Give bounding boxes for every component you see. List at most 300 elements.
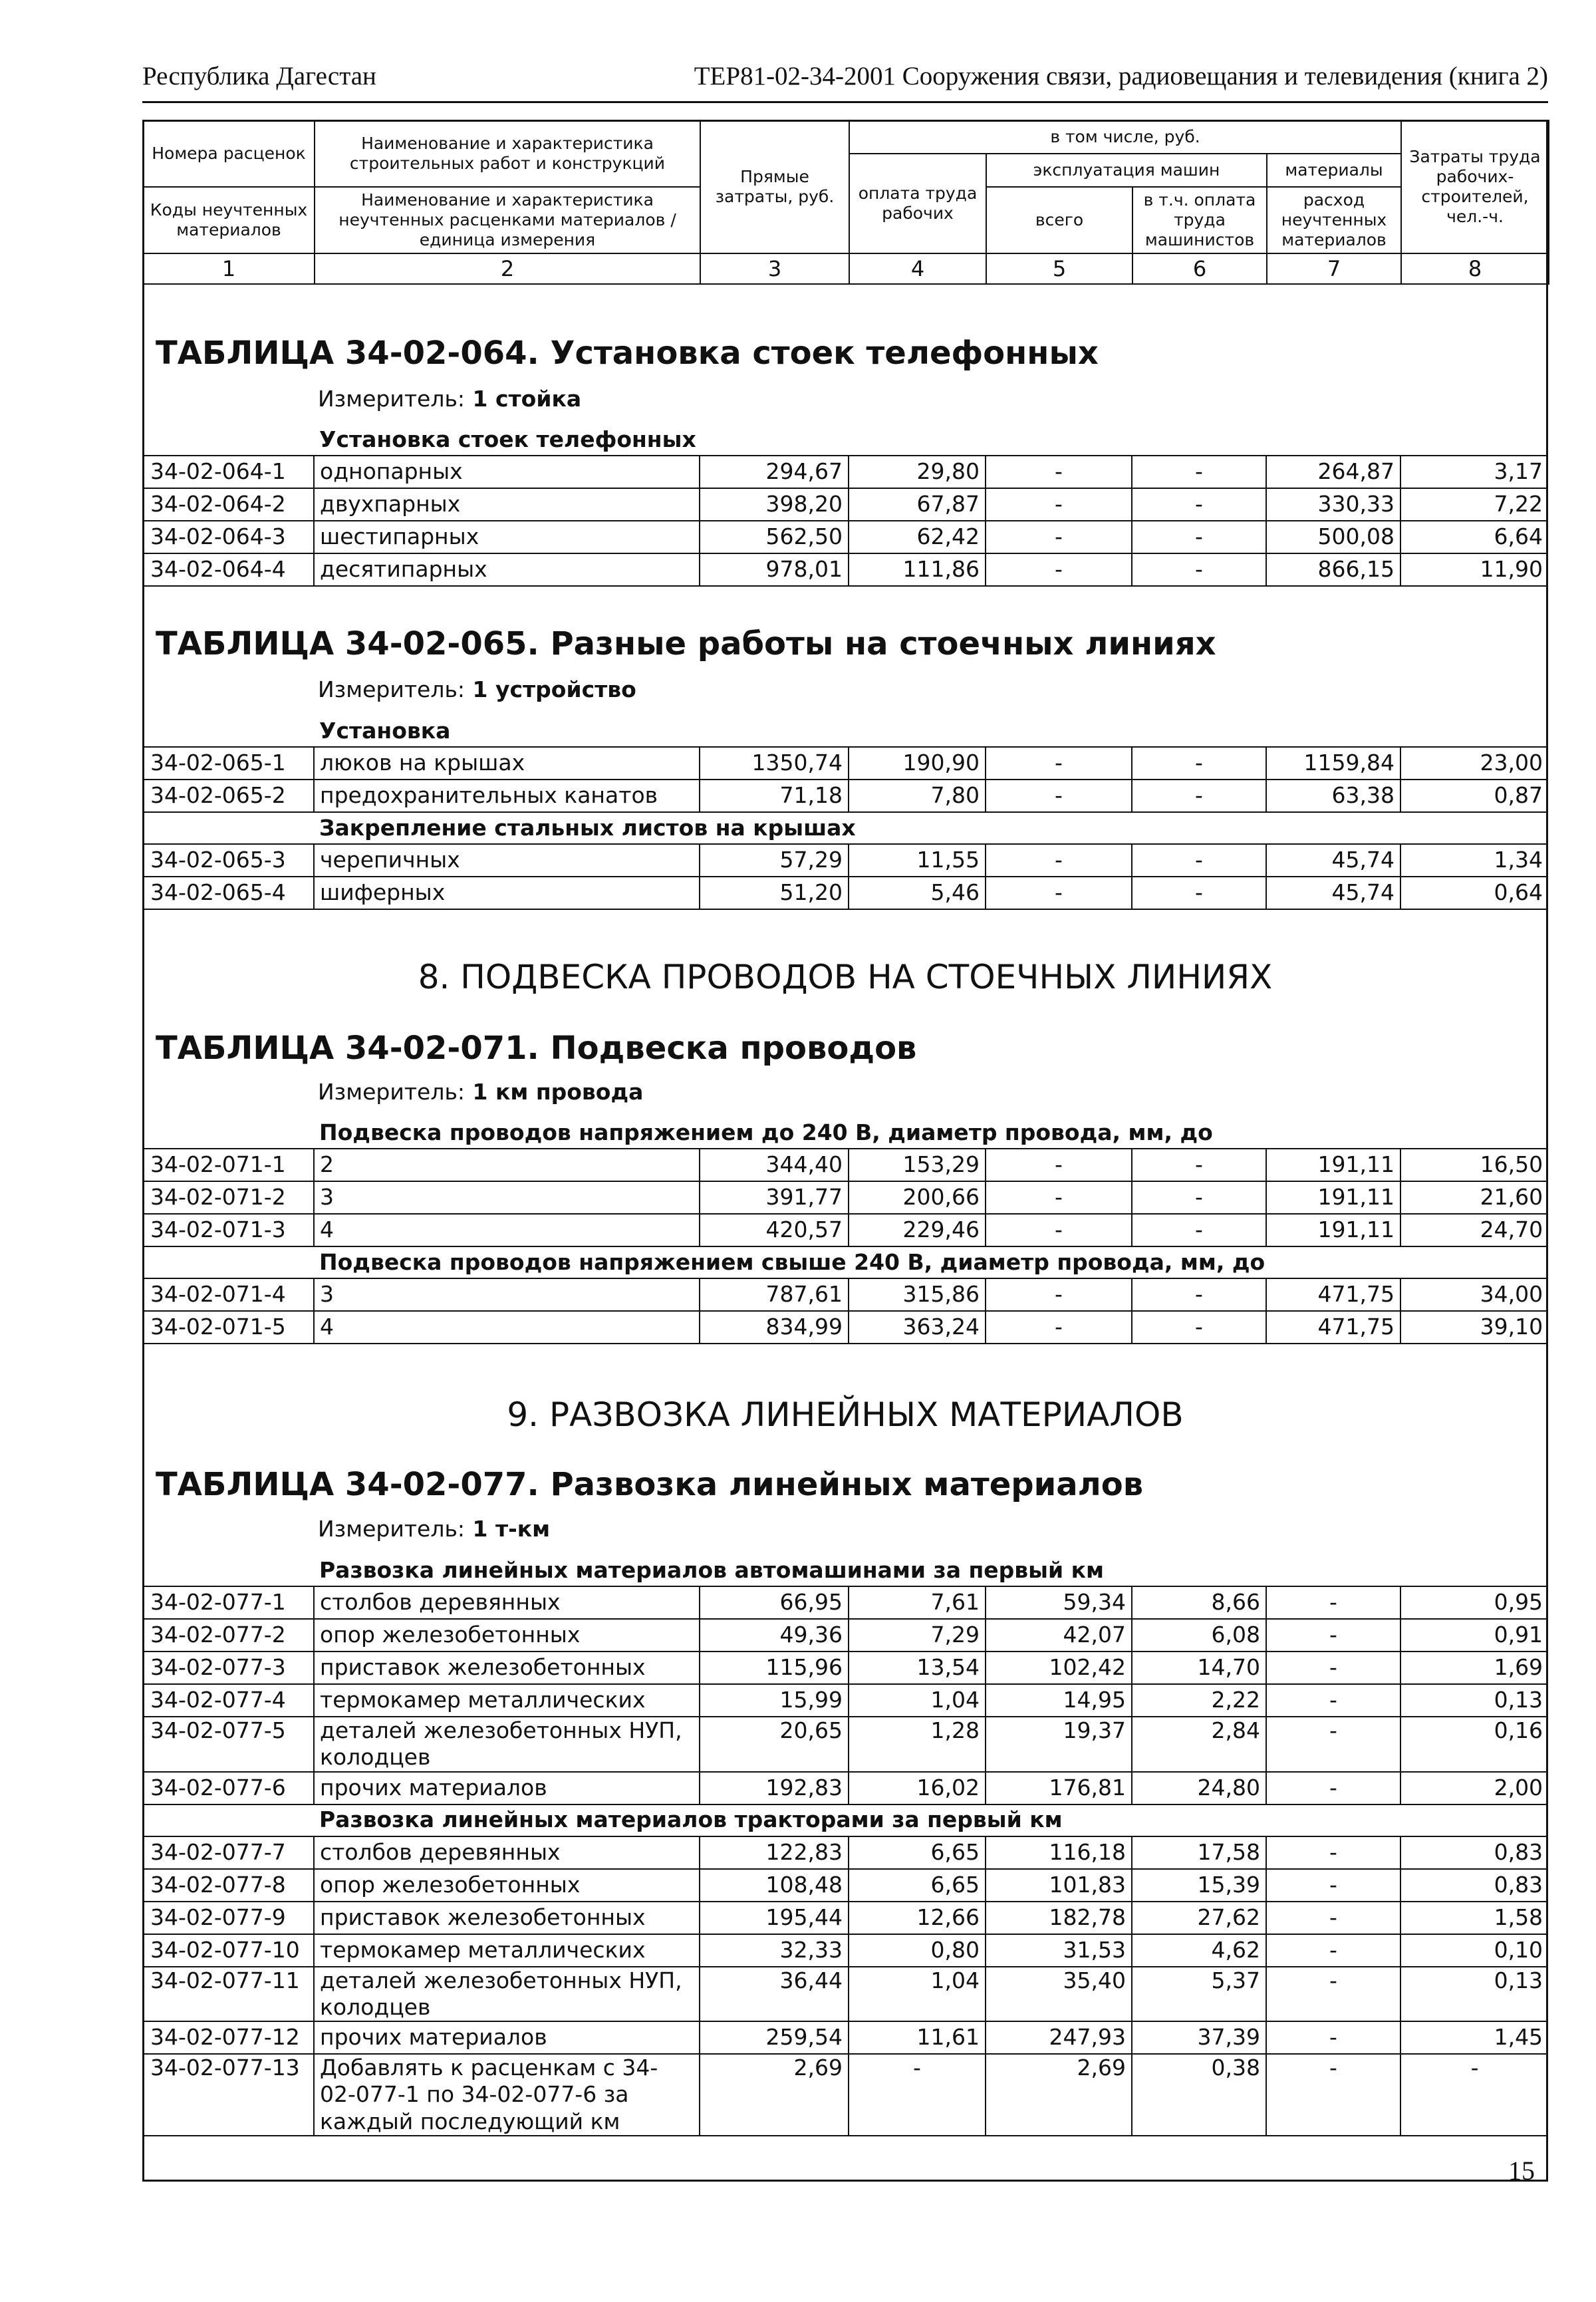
rates-table [142,716,1548,910]
table-measure [318,1079,643,1105]
wages-cell: 13,54 [849,1652,986,1684]
material-consumption-cell: 471,75 [1266,1278,1400,1311]
direct-costs-cell: 49,36 [700,1619,849,1652]
work-name-cell: Добавлять к расценкам с 34-02-077-1 по 34-02-077-6 за каждый последующий км [314,2054,700,2136]
operator-wages-cell: - [1132,747,1266,780]
operator-wages-cell: - [1132,1181,1266,1214]
labor-cost-cell: 6,64 [1400,521,1548,553]
table-row [142,2054,1548,2136]
table-row [142,1869,1548,1902]
wages-cell: 229,46 [849,1214,986,1246]
direct-costs-cell: 57,29 [700,844,849,877]
wages-cell: 62,42 [849,521,986,553]
rate-code-cell: 34-02-077-1 [142,1586,314,1619]
wages-cell: 6,65 [849,1869,986,1902]
rate-code-cell: 34-02-077-4 [142,1684,314,1717]
header-region: Республика Дагестан [142,62,376,90]
direct-costs-cell: 115,96 [700,1652,849,1684]
col-header-materials: материалы [1267,154,1401,187]
wages-cell: 190,90 [849,747,986,780]
running-header [142,61,1548,103]
machines-total-cell: - [986,488,1132,521]
labor-cost-cell: 1,58 [1400,1902,1548,1934]
col-number: 6 [1132,253,1267,284]
material-consumption-cell: - [1266,1586,1400,1619]
subsection-heading: Развозка линейных материалов автомашинами за первый км [319,1556,1104,1583]
work-name-cell: 4 [314,1311,700,1344]
table-row [142,1311,1548,1344]
table-row [142,1836,1548,1869]
material-consumption-cell: - [1266,1836,1400,1869]
operator-wages-cell: 37,39 [1132,2021,1266,2054]
material-consumption-cell: 45,74 [1266,877,1400,909]
wages-cell: 11,61 [849,2021,986,2054]
col-header-including: в том числе, руб. [849,120,1401,154]
col-number: 1 [143,253,315,284]
machines-total-cell: 247,93 [986,2021,1132,2054]
operator-wages-cell: 27,62 [1132,1902,1266,1934]
material-consumption-cell: - [1266,1772,1400,1804]
machines-total-cell: - [986,844,1132,877]
table-row [142,1902,1548,1934]
machines-total-cell: - [986,1311,1132,1344]
col-header-operator-wages: в т.ч. оплата труда машинистов [1132,187,1267,253]
labor-cost-cell: 0,10 [1400,1934,1548,1967]
wages-cell: 16,02 [849,1772,986,1804]
table-row [142,1684,1548,1717]
machines-total-cell: - [986,877,1132,909]
direct-costs-cell: 834,99 [700,1311,849,1344]
section-heading: 8. ПОДВЕСКА ПРОВОДОВ НА СТОЕЧНЫХ ЛИНИЯХ [418,958,1273,996]
rate-code-cell: 34-02-077-3 [142,1652,314,1684]
table-row [142,877,1548,909]
operator-wages-cell: - [1132,553,1266,586]
rate-code-cell: 34-02-071-4 [142,1278,314,1311]
table-title: ТАБЛИЦА 34-02-071. Подвеска проводов [156,1030,917,1067]
labor-cost-cell: 11,90 [1400,553,1548,586]
operator-wages-cell: 5,37 [1132,1967,1266,2022]
rates-table [142,424,1548,587]
direct-costs-cell: 398,20 [700,488,849,521]
operator-wages-cell: 2,22 [1132,1684,1266,1717]
labor-cost-cell: 1,69 [1400,1652,1548,1684]
rate-code-cell: 34-02-077-12 [142,2021,314,2054]
machines-total-cell: 182,78 [986,1902,1132,1934]
direct-costs-cell: 2,69 [700,2054,849,2136]
direct-costs-cell: 32,33 [700,1934,849,1967]
labor-cost-cell: 2,00 [1400,1772,1548,1804]
material-consumption-cell: 330,33 [1266,488,1400,521]
labor-cost-cell: 34,00 [1400,1278,1548,1311]
operator-wages-cell: - [1132,488,1266,521]
material-consumption-cell: - [1266,1902,1400,1934]
direct-costs-cell: 391,77 [700,1181,849,1214]
rate-code-cell: 34-02-071-3 [142,1214,314,1246]
col-number: 2 [315,253,700,284]
operator-wages-cell: - [1132,1149,1266,1181]
table-row [142,521,1548,553]
machines-total-cell: 176,81 [986,1772,1132,1804]
subsection-spacer [142,424,314,456]
operator-wages-cell: - [1132,844,1266,877]
rate-code-cell: 34-02-065-1 [142,747,314,780]
direct-costs-cell: 787,61 [700,1278,849,1311]
material-consumption-cell: 45,74 [1266,844,1400,877]
direct-costs-cell: 20,65 [700,1717,849,1772]
work-name-cell: 2 [314,1149,700,1181]
work-name-cell: столбов деревянных [314,1586,700,1619]
operator-wages-cell: - [1132,1278,1266,1311]
table-row [142,844,1548,877]
wages-cell: 1,04 [849,1684,986,1717]
table-row [142,1181,1548,1214]
machines-total-cell: 14,95 [986,1684,1132,1717]
material-consumption-cell: 191,11 [1266,1214,1400,1246]
rates-table [142,1117,1548,1344]
subsection-spacer [142,1246,314,1278]
labor-cost-cell: 0,87 [1400,780,1548,812]
direct-costs-cell: 344,40 [700,1149,849,1181]
machines-total-cell: - [986,553,1132,586]
subsection-spacer [142,1804,314,1836]
wages-cell: 7,61 [849,1586,986,1619]
material-consumption-cell: - [1266,1717,1400,1772]
operator-wages-cell: 15,39 [1132,1869,1266,1902]
rate-code-cell: 34-02-077-7 [142,1836,314,1869]
table-title: ТАБЛИЦА 34-02-064. Установка стоек телефонных [156,335,1099,372]
material-consumption-cell: - [1266,1934,1400,1967]
rate-code-cell: 34-02-064-4 [142,553,314,586]
material-consumption-cell: 471,75 [1266,1311,1400,1344]
material-consumption-cell: 191,11 [1266,1181,1400,1214]
work-name-cell: термокамер металлических [314,1934,700,1967]
labor-cost-cell: 16,50 [1400,1149,1548,1181]
work-name-cell: опор железобетонных [314,1869,700,1902]
table-row [142,747,1548,780]
measure-label: Измеритель: [318,1079,466,1105]
table-title: ТАБЛИЦА 34-02-065. Разные работы на стоечных линиях [156,625,1216,662]
material-consumption-cell: - [1266,2054,1400,2136]
work-name-cell: деталей железобетонных НУП, колодцев [314,1967,700,2022]
col-number: 4 [849,253,986,284]
subsection-spacer [142,716,314,747]
direct-costs-cell: 122,83 [700,1836,849,1869]
direct-costs-cell: 420,57 [700,1214,849,1246]
table-title: ТАБЛИЦА 34-02-077. Развозка линейных материалов [156,1466,1144,1503]
material-consumption-cell: - [1266,1967,1400,2022]
work-name-cell: шестипарных [314,521,700,553]
wages-cell: 1,28 [849,1717,986,1772]
wages-cell: 7,80 [849,780,986,812]
work-name-cell: десятипарных [314,553,700,586]
wages-cell: 67,87 [849,488,986,521]
machines-total-cell: - [986,1278,1132,1311]
direct-costs-cell: 195,44 [700,1902,849,1934]
labor-cost-cell: 1,34 [1400,844,1548,877]
subsection-spacer [142,812,314,844]
rate-code-cell: 34-02-071-1 [142,1149,314,1181]
machines-total-cell: 19,37 [986,1717,1132,1772]
subsection-heading: Подвеска проводов напряжением до 240 В, диаметр провода, мм, до [319,1119,1213,1145]
work-name-cell: шиферных [314,877,700,909]
col-header-labor: Затраты труда рабочих-строителей, чел.-ч. [1401,120,1549,253]
labor-cost-cell: 39,10 [1400,1311,1548,1344]
table-row [142,1934,1548,1967]
labor-cost-cell: 1,45 [1400,2021,1548,2054]
direct-costs-cell: 294,67 [700,456,849,488]
wages-cell: 200,66 [849,1181,986,1214]
work-name-cell: 3 [314,1181,700,1214]
labor-cost-cell: 24,70 [1400,1214,1548,1246]
material-consumption-cell: 500,08 [1266,521,1400,553]
direct-costs-cell: 36,44 [700,1967,849,2022]
rate-code-cell: 34-02-064-1 [142,456,314,488]
material-consumption-cell: - [1266,1869,1400,1902]
operator-wages-cell: - [1132,456,1266,488]
labor-cost-cell: 0,83 [1400,1869,1548,1902]
direct-costs-cell: 259,54 [700,2021,849,2054]
measure-label: Измеритель: [318,1516,466,1542]
rate-code-cell: 34-02-077-5 [142,1717,314,1772]
operator-wages-cell: 17,58 [1132,1836,1266,1869]
wages-cell: 11,55 [849,844,986,877]
operator-wages-cell: - [1132,1311,1266,1344]
table-row [142,553,1548,586]
table-row [142,1214,1548,1246]
table-row [142,456,1548,488]
wages-cell: 12,66 [849,1902,986,1934]
wages-cell: 111,86 [849,553,986,586]
work-name-cell: приставок железобетонных [314,1902,700,1934]
machines-total-cell: 2,69 [986,2054,1132,2136]
work-name-cell: двухпарных [314,488,700,521]
rates-table [142,1555,1548,2136]
page-number: 15 [1508,2156,1535,2186]
operator-wages-cell: - [1132,521,1266,553]
wages-cell: 153,29 [849,1149,986,1181]
col-header-material-name: Наименование и характеристика неучтенных расценками материалов / единица измерения [315,187,700,253]
labor-cost-cell: 0,13 [1400,1684,1548,1717]
rate-code-cell: 34-02-077-13 [142,2054,314,2136]
column-header-table [142,120,1549,285]
table-row [142,1586,1548,1619]
col-number: 3 [700,253,849,284]
measure-unit: 1 т-км [472,1516,551,1542]
labor-cost-cell: 0,83 [1400,1836,1548,1869]
material-consumption-cell: - [1266,1652,1400,1684]
machines-total-cell: 35,40 [986,1967,1132,2022]
col-header-wages: оплата труда рабочих [849,154,986,253]
work-name-cell: опор железобетонных [314,1619,700,1652]
labor-cost-cell: - [1400,2054,1548,2136]
material-consumption-cell: 264,87 [1266,456,1400,488]
machines-total-cell: 42,07 [986,1619,1132,1652]
col-number: 5 [986,253,1132,284]
material-consumption-cell: 866,15 [1266,553,1400,586]
labor-cost-cell: 0,95 [1400,1586,1548,1619]
measure-unit: 1 км провода [472,1079,644,1105]
subsection-row [142,1804,1548,1836]
subsection-spacer [142,1555,314,1586]
operator-wages-cell: 2,84 [1132,1717,1266,1772]
table-row [142,780,1548,812]
material-consumption-cell: 1159,84 [1266,747,1400,780]
col-header-material-codes: Коды неучтенных материалов [143,187,315,253]
operator-wages-cell: 0,38 [1132,2054,1266,2136]
rate-code-cell: 34-02-064-3 [142,521,314,553]
operator-wages-cell: 14,70 [1132,1652,1266,1684]
table-measure [318,386,581,412]
work-name-cell: 4 [314,1214,700,1246]
col-number: 8 [1401,253,1549,284]
work-name-cell: приставок железобетонных [314,1652,700,1684]
machines-total-cell: - [986,747,1132,780]
labor-cost-cell: 0,91 [1400,1619,1548,1652]
subsection-heading: Развозка линейных материалов тракторами за первый км [319,1806,1063,1833]
work-name-cell: прочих материалов [314,1772,700,1804]
table-measure [318,1516,550,1542]
table-row [142,1149,1548,1181]
table-row [142,1717,1548,1772]
wages-cell: 315,86 [849,1278,986,1311]
work-name-cell: однопарных [314,456,700,488]
table-row [142,2021,1548,2054]
col-header-codes: Номера расценок [143,120,315,187]
table-row [142,488,1548,521]
measure-unit: 1 устройство [472,676,636,702]
col-header-machines-total: всего [986,187,1132,253]
rate-code-cell: 34-02-077-2 [142,1619,314,1652]
direct-costs-cell: 562,50 [700,521,849,553]
operator-wages-cell: 4,62 [1132,1934,1266,1967]
direct-costs-cell: 108,48 [700,1869,849,1902]
machines-total-cell: - [986,1181,1132,1214]
rate-code-cell: 34-02-077-11 [142,1967,314,2022]
operator-wages-cell: - [1132,780,1266,812]
section-heading: 9. РАЗВОЗКА ЛИНЕЙНЫХ МАТЕРИАЛОВ [507,1395,1184,1434]
machines-total-cell: - [986,780,1132,812]
subsection-spacer [142,1117,314,1149]
machines-total-cell: 31,53 [986,1934,1132,1967]
measure-unit: 1 стойка [472,386,582,412]
labor-cost-cell: 21,60 [1400,1181,1548,1214]
labor-cost-cell: 0,64 [1400,877,1548,909]
rate-code-cell: 34-02-077-9 [142,1902,314,1934]
subsection-heading: Закрепление стальных листов на крышах [319,814,856,841]
rate-code-cell: 34-02-077-10 [142,1934,314,1967]
machines-total-cell: - [986,456,1132,488]
machines-total-cell: 59,34 [986,1586,1132,1619]
measure-label: Измеритель: [318,676,466,702]
material-consumption-cell: - [1266,1684,1400,1717]
work-name-cell: столбов деревянных [314,1836,700,1869]
subsection-row [142,716,1548,747]
rate-code-cell: 34-02-071-5 [142,1311,314,1344]
table-row [142,1967,1548,2022]
subsection-row [142,812,1548,844]
subsection-row [142,1117,1548,1149]
table-row [142,1772,1548,1804]
direct-costs-cell: 978,01 [700,553,849,586]
machines-total-cell: - [986,1149,1132,1181]
direct-costs-cell: 66,95 [700,1586,849,1619]
col-header-material-consumption: расход неучтенных материалов [1267,187,1401,253]
work-name-cell: 3 [314,1278,700,1311]
direct-costs-cell: 71,18 [700,780,849,812]
wages-cell: 1,04 [849,1967,986,2022]
col-number: 7 [1267,253,1401,284]
machines-total-cell: - [986,1214,1132,1246]
table-row [142,1652,1548,1684]
machines-total-cell: 101,83 [986,1869,1132,1902]
labor-cost-cell: 23,00 [1400,747,1548,780]
machines-total-cell: 102,42 [986,1652,1132,1684]
col-header-machines: эксплуатация машин [986,154,1267,187]
labor-cost-cell: 0,16 [1400,1717,1548,1772]
material-consumption-cell: - [1266,2021,1400,2054]
work-name-cell: люков на крышах [314,747,700,780]
header-document-title: ТЕР81-02-34-2001 Сооружения связи, радиовещания и телевидения (книга 2) [694,62,1548,90]
subsection-heading: Подвеска проводов напряжением свыше 240 В, диаметр провода, мм, до [319,1248,1265,1275]
rate-code-cell: 34-02-065-3 [142,844,314,877]
wages-cell: 7,29 [849,1619,986,1652]
measure-label: Измеритель: [318,386,466,412]
labor-cost-cell: 3,17 [1400,456,1548,488]
wages-cell: 5,46 [849,877,986,909]
rate-code-cell: 34-02-064-2 [142,488,314,521]
labor-cost-cell: 0,13 [1400,1967,1548,2022]
subsection-heading: Установка стоек телефонных [319,426,696,452]
material-consumption-cell: 63,38 [1266,780,1400,812]
rate-code-cell: 34-02-077-6 [142,1772,314,1804]
wages-cell: - [849,2054,986,2136]
work-name-cell: термокамер металлических [314,1684,700,1717]
subsection-row [142,1555,1548,1586]
direct-costs-cell: 15,99 [700,1684,849,1717]
col-header-direct-costs: Прямые затраты, руб. [700,120,849,253]
operator-wages-cell: 24,80 [1132,1772,1266,1804]
table-measure [318,676,636,702]
work-name-cell: прочих материалов [314,2021,700,2054]
direct-costs-cell: 51,20 [700,877,849,909]
direct-costs-cell: 192,83 [700,1772,849,1804]
rate-code-cell: 34-02-065-2 [142,780,314,812]
subsection-row [142,1246,1548,1278]
work-name-cell: черепичных [314,844,700,877]
table-row [142,1278,1548,1311]
operator-wages-cell: - [1132,1214,1266,1246]
work-name-cell: предохранительных канатов [314,780,700,812]
subsection-heading: Установка [319,717,451,744]
operator-wages-cell: 8,66 [1132,1586,1266,1619]
wages-cell: 0,80 [849,1934,986,1967]
operator-wages-cell: - [1132,877,1266,909]
rate-code-cell: 34-02-071-2 [142,1181,314,1214]
work-name-cell: деталей железобетонных НУП, колодцев [314,1717,700,1772]
machines-total-cell: 116,18 [986,1836,1132,1869]
wages-cell: 6,65 [849,1836,986,1869]
machines-total-cell: - [986,521,1132,553]
operator-wages-cell: 6,08 [1132,1619,1266,1652]
rate-code-cell: 34-02-065-4 [142,877,314,909]
table-row [142,1619,1548,1652]
direct-costs-cell: 1350,74 [700,747,849,780]
subsection-row [142,424,1548,456]
material-consumption-cell: - [1266,1619,1400,1652]
wages-cell: 363,24 [849,1311,986,1344]
wages-cell: 29,80 [849,456,986,488]
rate-code-cell: 34-02-077-8 [142,1869,314,1902]
